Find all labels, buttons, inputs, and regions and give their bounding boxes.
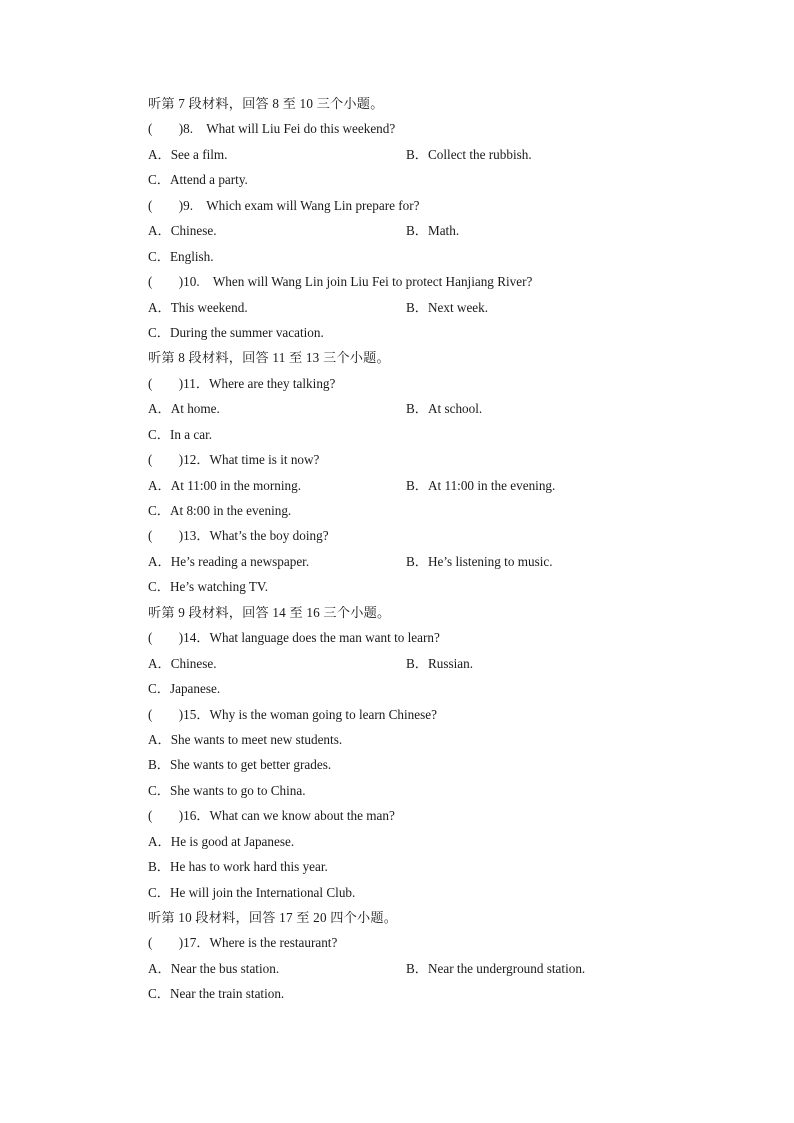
option-row bbox=[148, 732, 768, 757]
question-stem: ( )10. When will Wang Lin join Liu Fei to protect Hanjiang River? bbox=[148, 274, 533, 290]
question-stem: ( )9. Which exam will Wang Lin prepare for? bbox=[148, 197, 420, 213]
answer-option: A．This weekend. bbox=[148, 299, 248, 315]
option-row bbox=[148, 859, 768, 884]
option-row bbox=[148, 172, 768, 197]
option-row bbox=[148, 478, 768, 503]
answer-option: B．He has to work hard this year. bbox=[148, 859, 328, 875]
option-row bbox=[148, 249, 768, 274]
option-row bbox=[148, 656, 768, 681]
answer-option: B．He’s listening to music. bbox=[406, 553, 553, 569]
option-row bbox=[148, 300, 768, 325]
answer-option: A．See a film. bbox=[148, 146, 228, 162]
answer-option: B．At school. bbox=[406, 401, 483, 417]
answer-option: C．English. bbox=[148, 248, 214, 264]
answer-option: C．At 8:00 in the evening. bbox=[148, 503, 292, 518]
question-stem: ( )11．Where are they talking? bbox=[148, 375, 336, 391]
section-heading: 听第 9 段材料，回答 14 至 16 三个小题。 bbox=[148, 604, 391, 620]
section-heading: 听第 8 段材料，回答 11 至 13 三个小题。 bbox=[148, 350, 390, 366]
option-row bbox=[148, 147, 768, 172]
answer-option: B．She wants to get better grades. bbox=[148, 757, 332, 773]
answer-option: C．During the summer vacation. bbox=[148, 324, 324, 340]
option-row bbox=[148, 579, 768, 604]
option-row bbox=[148, 681, 768, 706]
question-stem: ( )15．Why is the woman going to learn Chinese? bbox=[148, 706, 437, 722]
document-page bbox=[148, 96, 768, 1012]
answer-option: A．At home. bbox=[148, 401, 220, 417]
answer-option: C．Attend a party. bbox=[148, 172, 248, 188]
answer-option: B．At 11:00 in the evening. bbox=[406, 477, 556, 493]
answer-option: C．He will join the International Club. bbox=[148, 884, 356, 900]
section-heading: 听第 10 段材料，回答 17 至 20 四个小题。 bbox=[148, 910, 398, 925]
option-row bbox=[148, 325, 768, 350]
answer-option: A．At 11:00 in the morning. bbox=[148, 477, 301, 493]
option-row bbox=[148, 401, 768, 426]
answer-option: A．Chinese. bbox=[148, 223, 217, 239]
answer-option: A．He is good at Japanese. bbox=[148, 833, 295, 849]
option-row bbox=[148, 834, 768, 859]
answer-option: C．She wants to go to China. bbox=[148, 782, 306, 798]
option-row bbox=[148, 554, 768, 579]
question-stem: ( )12．What time is it now? bbox=[148, 452, 320, 468]
answer-option: A．He’s reading a newspaper. bbox=[148, 553, 310, 569]
question-stem: ( )17．Where is the restaurant? bbox=[148, 935, 338, 951]
question-stem: ( )16．What can we know about the man? bbox=[148, 808, 395, 824]
answer-option: B．Next week. bbox=[406, 299, 489, 315]
option-row bbox=[148, 986, 768, 1011]
answer-option: C．Japanese. bbox=[148, 681, 221, 697]
answer-option: B．Collect the rubbish. bbox=[406, 146, 532, 162]
answer-option: A．Chinese. bbox=[148, 655, 217, 671]
answer-option: B．Math. bbox=[406, 223, 460, 239]
answer-option: C．In a car. bbox=[148, 426, 213, 442]
question-stem: ( )14．What language does the man want to learn? bbox=[148, 630, 440, 646]
option-row bbox=[148, 427, 768, 452]
answer-option: C．Near the train station. bbox=[148, 986, 285, 1002]
answer-option: B．Russian. bbox=[406, 655, 474, 671]
option-row bbox=[148, 757, 768, 782]
answer-option: A．She wants to meet new students. bbox=[148, 731, 343, 747]
question-stem: ( )13．What’s the boy doing? bbox=[148, 528, 329, 544]
option-row bbox=[148, 885, 768, 910]
answer-option: A．Near the bus station. bbox=[148, 960, 280, 976]
answer-option: B．Near the underground station. bbox=[406, 960, 586, 976]
answer-option: C．He’s watching TV. bbox=[148, 579, 269, 595]
option-row bbox=[148, 503, 768, 528]
question-stem: ( )8. What will Liu Fei do this weekend? bbox=[148, 121, 396, 137]
option-row bbox=[148, 783, 768, 808]
option-row bbox=[148, 961, 768, 986]
section-heading: 听第 7 段材料，回答 8 至 10 三个小题。 bbox=[148, 96, 384, 111]
option-row bbox=[148, 223, 768, 248]
